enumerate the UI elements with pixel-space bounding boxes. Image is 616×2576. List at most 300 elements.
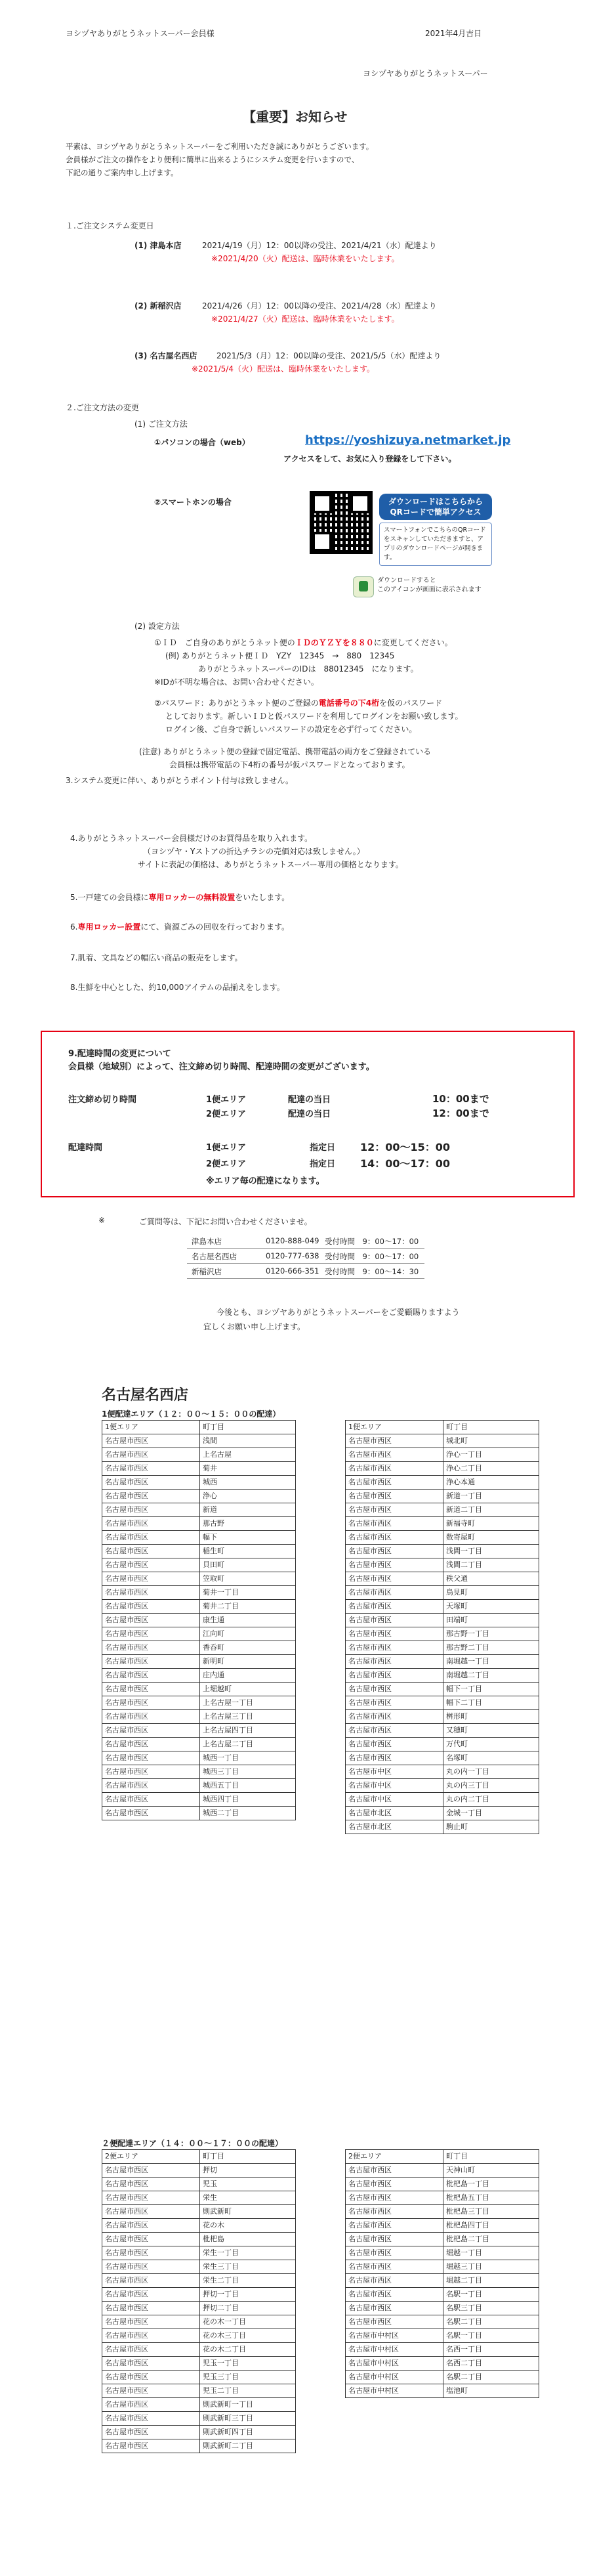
table-row <box>102 2302 296 2315</box>
table-row <box>102 2191 296 2205</box>
table-row <box>102 1476 296 1490</box>
issue-date: 2021年4月吉日 <box>425 29 482 38</box>
delivery-change-box <box>41 1031 575 1197</box>
store-label-tsushima: (1) 津島本店 <box>134 241 182 250</box>
town-cell: 名塚町 <box>443 1751 539 1765</box>
ward-cell: 名古屋市西区 <box>346 2191 443 2205</box>
store-title: 名古屋名西店 <box>102 1387 189 1404</box>
table-row <box>102 2412 296 2426</box>
section5-text: 5.一戸建ての会員様に専用ロッカーの無料設置をいたします。 <box>70 893 290 902</box>
town-cell: 名駅一丁目 <box>443 2329 539 2343</box>
contact-hours-2: 受付時間 9：00～17：00 <box>325 1252 419 1261</box>
town-cell: 児玉 <box>200 2178 296 2191</box>
section9-lead: 会員様（地域別）によって、注文締め切り時間、配達時間の変更がございます。 <box>68 1062 375 1072</box>
table-row <box>346 2178 539 2191</box>
table-row <box>346 1655 539 1669</box>
ward-cell: 名古屋市西区 <box>102 2315 200 2329</box>
table-row <box>346 1751 539 1765</box>
table-row <box>102 1448 296 1462</box>
page-title: 【重要】お知らせ <box>243 109 348 125</box>
town-cell: 名駅二丁目 <box>443 2371 539 2384</box>
town-cell: 児玉三丁目 <box>200 2371 296 2384</box>
town-cell: 栄生三丁目 <box>200 2260 296 2274</box>
town-cell: 押切 <box>200 2164 296 2178</box>
table-row <box>102 2178 296 2191</box>
ward-cell: 名古屋市西区 <box>102 1462 200 1476</box>
contact-divider-1 <box>187 1248 424 1249</box>
ward-cell: 名古屋市西区 <box>346 1531 443 1545</box>
ward-cell: 名古屋市西区 <box>102 1683 200 1696</box>
ward-cell: 名古屋市西区 <box>102 1793 200 1807</box>
table-row <box>102 1614 296 1627</box>
table-row <box>102 1434 296 1448</box>
ward-cell: 名古屋市西区 <box>346 1641 443 1655</box>
ward-cell: 名古屋市西区 <box>102 1586 200 1600</box>
ward-cell: 名古屋市西区 <box>346 1683 443 1696</box>
town-cell: 那古野 <box>200 1517 296 1531</box>
ward-cell: 名古屋市西区 <box>102 1476 200 1490</box>
town-cell: 城西三丁目 <box>200 1765 296 1779</box>
town-cell: 花の木一丁目 <box>200 2315 296 2329</box>
ward-cell: 名古屋市中区 <box>346 1779 443 1793</box>
table-row <box>346 1793 539 1807</box>
ward-cell: 名古屋市西区 <box>102 1572 200 1586</box>
town-cell: 康生通 <box>200 1614 296 1627</box>
section4-line-2: （ヨシヅヤ・Yストアの折込チラシの売価対応は致しません。） <box>143 847 365 856</box>
ward-cell: 名古屋市西区 <box>102 2398 200 2412</box>
setup-method-sub: (2) 設定方法 <box>134 622 180 631</box>
ward-cell: 名古屋市西区 <box>102 2343 200 2357</box>
town-cell: 上名古屋 <box>200 1448 296 1462</box>
app-icon-note: ダウンロードすると このアイコンが画面に表示されます <box>377 577 482 593</box>
table-row <box>346 1765 539 1779</box>
delivery-day-2: 指定日 <box>310 1159 336 1169</box>
ward-cell: 名古屋市西区 <box>102 1600 200 1614</box>
section4-line-3: サイトに表記の価格は、ありがとうネットスーパー専用の価格となります。 <box>138 860 403 869</box>
town-cell: 菊井 <box>200 1462 296 1476</box>
table-row <box>346 1531 539 1545</box>
ward-cell: 名古屋市西区 <box>102 1765 200 1779</box>
table-row <box>102 1641 296 1655</box>
town-cell: 枇杷島五丁目 <box>443 2191 539 2205</box>
ward-cell: 名古屋市西区 <box>102 2288 200 2302</box>
ward-cell: 1便エリア <box>346 1421 443 1434</box>
section8-text: 8.生鮮を中心とした、約10,000アイテムの品揃えをします。 <box>70 983 285 992</box>
ward-cell: 名古屋市西区 <box>102 2357 200 2371</box>
ward-cell: 名古屋市西区 <box>346 1600 443 1614</box>
town-cell: 笠取町 <box>200 1572 296 1586</box>
delivery-time-1: 12：00～15：00 <box>360 1141 451 1153</box>
ward-cell: 名古屋市西区 <box>102 1655 200 1669</box>
section9-heading: 9.配達時間の変更について <box>68 1049 171 1059</box>
town-cell: 天神山町 <box>443 2164 539 2178</box>
ward-cell: 名古屋市西区 <box>102 1558 200 1572</box>
table-row <box>102 2357 296 2371</box>
contact-hours-1: 受付時間 9：00～17：00 <box>325 1237 419 1246</box>
town-cell: 町丁目 <box>443 1421 539 1434</box>
ward-cell: 名古屋市西区 <box>102 1779 200 1793</box>
table-row <box>102 1710 296 1724</box>
ward-cell: 名古屋市中村区 <box>346 2343 443 2357</box>
town-cell: 城西 <box>200 1476 296 1490</box>
table-row <box>346 1627 539 1641</box>
delivery-area-1: 1便エリア <box>206 1143 247 1153</box>
table-row <box>346 1558 539 1572</box>
contact-divider-2 <box>187 1263 424 1264</box>
town-cell: 名駅一丁目 <box>443 2288 539 2302</box>
ward-cell: 名古屋市西区 <box>346 1586 443 1600</box>
table-row <box>346 1820 539 1834</box>
ward-cell: 名古屋市西区 <box>102 2302 200 2315</box>
area2-table-right <box>345 2149 539 2398</box>
caution-line-2: 会員様は携帯電話の下4桁の番号が仮パスワードとなっております。 <box>169 760 410 769</box>
town-cell: 栄生 <box>200 2191 296 2205</box>
town-cell: 枇杷島三丁目 <box>443 2205 539 2219</box>
ward-cell: 名古屋市西区 <box>346 2274 443 2288</box>
ward-cell: 名古屋市西区 <box>346 2164 443 2178</box>
contact-store-1: 津島本店 <box>192 1237 222 1246</box>
section1-heading: １.ご注文システム変更日 <box>66 221 154 230</box>
table-row <box>346 2274 539 2288</box>
town-cell: 貝田町 <box>200 1558 296 1572</box>
table-row <box>346 2219 539 2233</box>
table-row <box>346 1545 539 1558</box>
ward-cell: 名古屋市西区 <box>102 1641 200 1655</box>
store-schedule-tsushima: 2021/4/19（月）12：00以降の受注、2021/4/21（水）配達より <box>202 241 437 250</box>
town-cell: 丸の内二丁目 <box>443 1793 539 1807</box>
table-row <box>102 1655 296 1669</box>
town-cell: 上名古屋四丁目 <box>200 1724 296 1738</box>
ward-cell: 名古屋市西区 <box>102 1669 200 1683</box>
table-row <box>102 1696 296 1710</box>
ward-cell: 名古屋市西区 <box>346 2233 443 2246</box>
table-row <box>102 1779 296 1793</box>
ward-cell: 名古屋市西区 <box>346 1751 443 1765</box>
town-cell: 枇杷島四丁目 <box>443 2219 539 2233</box>
table-row <box>346 1779 539 1793</box>
town-cell: 幅下一丁目 <box>443 1683 539 1696</box>
ward-cell: 名古屋市西区 <box>102 2274 200 2288</box>
ward-cell: 名古屋市西区 <box>346 1696 443 1710</box>
town-cell: 名西二丁目 <box>443 2357 539 2371</box>
town-cell: 新福寺町 <box>443 1517 539 1531</box>
pc-note: アクセスをして、お気に入り登録をして下さい。 <box>283 454 457 463</box>
ward-cell: 名古屋市西区 <box>102 1724 200 1738</box>
section3-text: 3.システム変更に伴い、ありがとうポイント付与は致しません。 <box>66 776 293 785</box>
site-url-link[interactable]: https://yoshizuya.netmarket.jp <box>305 433 511 447</box>
town-cell: 枇杷島二丁目 <box>443 2233 539 2246</box>
town-cell: 幅下 <box>200 1531 296 1545</box>
ward-cell: 名古屋市西区 <box>346 1490 443 1503</box>
table-row <box>346 2329 539 2343</box>
ward-cell: 名古屋市西区 <box>102 2260 200 2274</box>
town-cell: 稲生町 <box>200 1545 296 1558</box>
table-row <box>346 1724 539 1738</box>
town-cell: 児玉二丁目 <box>200 2384 296 2398</box>
smartphone-label: ②スマートホンの場合 <box>154 498 232 507</box>
contact-tel-2: 0120-777-638 <box>266 1251 319 1260</box>
ward-cell: 名古屋市西区 <box>346 2315 443 2329</box>
town-cell: 秩父通 <box>443 1572 539 1586</box>
table-row <box>102 1531 296 1545</box>
town-cell: 城西五丁目 <box>200 1779 296 1793</box>
ward-cell: 名古屋市西区 <box>102 2246 200 2260</box>
town-cell: 則武新町四丁目 <box>200 2426 296 2439</box>
contact-hours-3: 受付時間 9：00～14：30 <box>325 1267 419 1276</box>
town-cell: 又穂町 <box>443 1724 539 1738</box>
town-cell: 名駅二丁目 <box>443 2315 539 2329</box>
town-cell: 栄生二丁目 <box>200 2274 296 2288</box>
table-row <box>346 2246 539 2260</box>
table-row <box>346 1586 539 1600</box>
town-cell: 町丁目 <box>200 2150 296 2164</box>
town-cell: 新道 <box>200 1503 296 1517</box>
ward-cell: 名古屋市西区 <box>102 1696 200 1710</box>
ward-cell: 1便エリア <box>102 1421 200 1434</box>
town-cell: 堀越一丁目 <box>443 2246 539 2260</box>
town-cell: 児玉一丁目 <box>200 2357 296 2371</box>
table-row <box>102 2219 296 2233</box>
town-cell: 花の木二丁目 <box>200 2343 296 2357</box>
town-cell: 則武新町 <box>200 2205 296 2219</box>
ward-cell: 名古屋市西区 <box>102 1490 200 1503</box>
table-row <box>102 1627 296 1641</box>
table-row <box>346 2288 539 2302</box>
ward-cell: 名古屋市中村区 <box>346 2329 443 2343</box>
qr-code-icon[interactable] <box>310 491 373 554</box>
ward-cell: 名古屋市西区 <box>346 1655 443 1669</box>
town-cell: 堀越三丁目 <box>443 2260 539 2274</box>
town-cell: 浄心本通 <box>443 1476 539 1490</box>
town-cell: 城北町 <box>443 1434 539 1448</box>
town-cell: 田端町 <box>443 1614 539 1627</box>
ward-cell: 名古屋市西区 <box>102 1738 200 1751</box>
ward-cell: 名古屋市西区 <box>346 1627 443 1641</box>
download-button[interactable]: ダウンロードはこちらから QRコードで簡単アクセス <box>379 494 492 520</box>
table-row <box>346 1696 539 1710</box>
ward-cell: 名古屋市西区 <box>102 2371 200 2384</box>
town-cell: 菊井二丁目 <box>200 1600 296 1614</box>
recipient: ヨシヅヤありがとうネットスーパー会員様 <box>66 29 215 38</box>
table-row <box>102 2384 296 2398</box>
ward-cell: 名古屋市西区 <box>102 1614 200 1627</box>
ward-cell: 名古屋市西区 <box>102 2178 200 2191</box>
town-cell: 浅間二丁目 <box>443 1558 539 1572</box>
town-cell: 上堀越町 <box>200 1683 296 1696</box>
ward-cell: 名古屋市西区 <box>346 1434 443 1448</box>
ward-cell: 名古屋市西区 <box>102 2205 200 2219</box>
table-row <box>346 1600 539 1614</box>
town-cell: 町丁目 <box>443 2150 539 2164</box>
town-cell: 南堀越二丁目 <box>443 1669 539 1683</box>
table-row <box>102 2315 296 2329</box>
section4-line-1: 4.ありがとうネットスーパー会員様だけのお買得品を取り入れます。 <box>70 834 313 843</box>
table-row <box>346 2205 539 2219</box>
contact-store-2: 名古屋名西店 <box>192 1252 237 1261</box>
town-cell: 香呑町 <box>200 1641 296 1655</box>
town-cell: 上名古屋二丁目 <box>200 1738 296 1751</box>
ward-cell: 名古屋市西区 <box>102 1751 200 1765</box>
password-line-1: ②パスワード：ありがとうネット便のご登録の電話番号の下4桁を仮のパスワード <box>154 698 443 708</box>
table-row <box>102 2164 296 2178</box>
table-row <box>346 1462 539 1476</box>
ward-cell: 名古屋市西区 <box>346 1710 443 1724</box>
table-row <box>346 1683 539 1696</box>
town-cell: 万代町 <box>443 1738 539 1751</box>
ward-cell: 名古屋市中区 <box>346 1765 443 1779</box>
ward-cell: 名古屋市西区 <box>102 2412 200 2426</box>
id-instruction: ①ＩＤ ご自身のありがとうネット便のＩＤのＹＺＹを８８０に変更してください。 <box>154 638 453 647</box>
town-cell: 丸の内一丁目 <box>443 1765 539 1779</box>
table-row <box>102 2205 296 2219</box>
store-schedule-meisei: 2021/5/3（月）12：00以降の受注、2021/5/5（水）配達より <box>216 351 441 360</box>
intro-line-2: 会員様がご注文の操作をより便利に簡単に出来るようにシステム変更を行いますので、 <box>66 155 359 164</box>
ward-cell: 名古屋市中村区 <box>346 2357 443 2371</box>
cutoff-time-1: 10：00まで <box>432 1093 489 1105</box>
table-header-row <box>102 2150 296 2164</box>
area1-heading: 1便配達エリア（１２：００～１５：００の配達） <box>102 1409 281 1419</box>
town-cell: 菊井一丁目 <box>200 1586 296 1600</box>
town-cell: 那古野一丁目 <box>443 1627 539 1641</box>
table-row <box>346 1669 539 1683</box>
contact-tel-3: 0120-666-351 <box>266 1266 319 1276</box>
table-row <box>346 1710 539 1724</box>
ward-cell: 名古屋市西区 <box>102 2439 200 2453</box>
store-note-shininazawa: ※2021/4/27（火）配送は、臨時休業をいたします。 <box>211 314 400 324</box>
ward-cell: 名古屋市西区 <box>102 2191 200 2205</box>
table-row <box>346 2260 539 2274</box>
app-icon <box>353 576 374 597</box>
table-row <box>346 1572 539 1586</box>
store-note-meisei: ※2021/5/4（火）配送は、臨時休業をいたします。 <box>192 364 375 374</box>
town-cell: 那古野二丁目 <box>443 1641 539 1655</box>
town-cell: 上名古屋三丁目 <box>200 1710 296 1724</box>
ward-cell: 名古屋市西区 <box>346 2260 443 2274</box>
ward-cell: 名古屋市西区 <box>346 1503 443 1517</box>
town-cell: 江向町 <box>200 1627 296 1641</box>
contact-mark: ※ <box>98 1216 106 1225</box>
ward-cell: 名古屋市西区 <box>102 2219 200 2233</box>
cutoff-area-1: 1便エリア <box>206 1095 247 1105</box>
cutoff-area-2: 2便エリア <box>206 1109 247 1119</box>
area2-heading: ２便配達エリア（１４：００～１７：００の配達） <box>102 2139 283 2148</box>
ward-cell: 名古屋市西区 <box>346 1558 443 1572</box>
contact-divider-3 <box>187 1278 424 1279</box>
ward-cell: 名古屋市西区 <box>346 1669 443 1683</box>
section9-note: ※エリア毎の配達になります。 <box>206 1176 325 1186</box>
table-header-row <box>346 1421 539 1434</box>
ward-cell: 名古屋市北区 <box>346 1807 443 1820</box>
town-cell: 塩池町 <box>443 2384 539 2398</box>
ward-cell: 名古屋市西区 <box>102 1448 200 1462</box>
cutoff-label: 注文締め切り時間 <box>68 1095 137 1105</box>
table-row <box>102 1490 296 1503</box>
table-row <box>102 2233 296 2246</box>
table-header-row <box>346 2150 539 2164</box>
store-note-tsushima: ※2021/4/20（火）配送は、臨時休業をいたします。 <box>211 254 400 263</box>
ward-cell: 名古屋市西区 <box>346 2288 443 2302</box>
table-row <box>102 1558 296 1572</box>
table-row <box>346 2302 539 2315</box>
ward-cell: 名古屋市西区 <box>102 2233 200 2246</box>
table-row <box>102 2329 296 2343</box>
table-row <box>102 1793 296 1807</box>
town-cell: 栄生一丁目 <box>200 2246 296 2260</box>
town-cell: 駒止町 <box>443 1820 539 1834</box>
ward-cell: 名古屋市西区 <box>102 2329 200 2343</box>
table-row <box>346 1434 539 1448</box>
town-cell: 名駅三丁目 <box>443 2302 539 2315</box>
table-row <box>102 1669 296 1683</box>
store-label-shininazawa: (2) 新稲沢店 <box>134 301 182 311</box>
ward-cell: 名古屋市西区 <box>346 2205 443 2219</box>
table-row <box>102 2343 296 2357</box>
town-cell: 新明町 <box>200 1655 296 1669</box>
table-row <box>102 1765 296 1779</box>
store-label-meisei: (3) 名古屋名西店 <box>134 351 197 360</box>
ward-cell: 名古屋市西区 <box>346 2178 443 2191</box>
table-row <box>102 2398 296 2412</box>
ward-cell: 名古屋市西区 <box>346 2302 443 2315</box>
ward-cell: 2便エリア <box>346 2150 443 2164</box>
section6-text: 6.専用ロッカー設置にて、資源ごみの回収を行っております。 <box>70 922 290 932</box>
table-row <box>102 2274 296 2288</box>
table-row <box>102 1807 296 1820</box>
table-row <box>346 2343 539 2357</box>
ward-cell: 名古屋市西区 <box>102 2384 200 2398</box>
town-cell: 上名古屋一丁目 <box>200 1696 296 1710</box>
town-cell: 数寄屋町 <box>443 1531 539 1545</box>
delivery-area-2: 2便エリア <box>206 1159 247 1169</box>
table-row <box>102 1503 296 1517</box>
ward-cell: 名古屋市西区 <box>102 1627 200 1641</box>
cutoff-time-2: 12：00まで <box>432 1107 489 1119</box>
cutoff-day-2: 配達の当日 <box>288 1109 331 1119</box>
ward-cell: 名古屋市西区 <box>102 1517 200 1531</box>
town-cell: 浅間一丁目 <box>443 1545 539 1558</box>
table-row <box>102 1600 296 1614</box>
ward-cell: 2便エリア <box>102 2150 200 2164</box>
ward-cell: 名古屋市西区 <box>346 2219 443 2233</box>
table-row <box>346 1517 539 1531</box>
table-header-row <box>102 1421 296 1434</box>
ward-cell: 名古屋市西区 <box>102 1531 200 1545</box>
town-cell: 天塚町 <box>443 1600 539 1614</box>
area1-table-left <box>102 1420 296 1820</box>
town-cell: 城西二丁目 <box>200 1807 296 1820</box>
table-row <box>346 2191 539 2205</box>
table-row <box>102 2260 296 2274</box>
town-cell: 浄心二丁目 <box>443 1462 539 1476</box>
table-row <box>102 2371 296 2384</box>
town-cell: 庄内通 <box>200 1669 296 1683</box>
ward-cell: 名古屋市中区 <box>346 1793 443 1807</box>
ward-cell: 名古屋市西区 <box>102 1545 200 1558</box>
table-row <box>346 1641 539 1655</box>
table-row <box>102 1738 296 1751</box>
table-row <box>346 2233 539 2246</box>
ward-cell: 名古屋市北区 <box>346 1820 443 1834</box>
password-line-2: としております。新しいＩＤと仮パスワードを利用してログインをお願い致します。 <box>165 712 463 721</box>
town-cell: 枇杷島一丁目 <box>443 2178 539 2191</box>
table-row <box>346 2315 539 2329</box>
ward-cell: 名古屋市西区 <box>102 2426 200 2439</box>
town-cell: 新道二丁目 <box>443 1503 539 1517</box>
table-row <box>346 1738 539 1751</box>
town-cell: 則武新町一丁目 <box>200 2398 296 2412</box>
closing-line-1: 今後とも、ヨシヅヤありがとうネットスーパーをご愛顧賜りますよう <box>216 1308 460 1317</box>
town-cell: 桝形町 <box>443 1710 539 1724</box>
